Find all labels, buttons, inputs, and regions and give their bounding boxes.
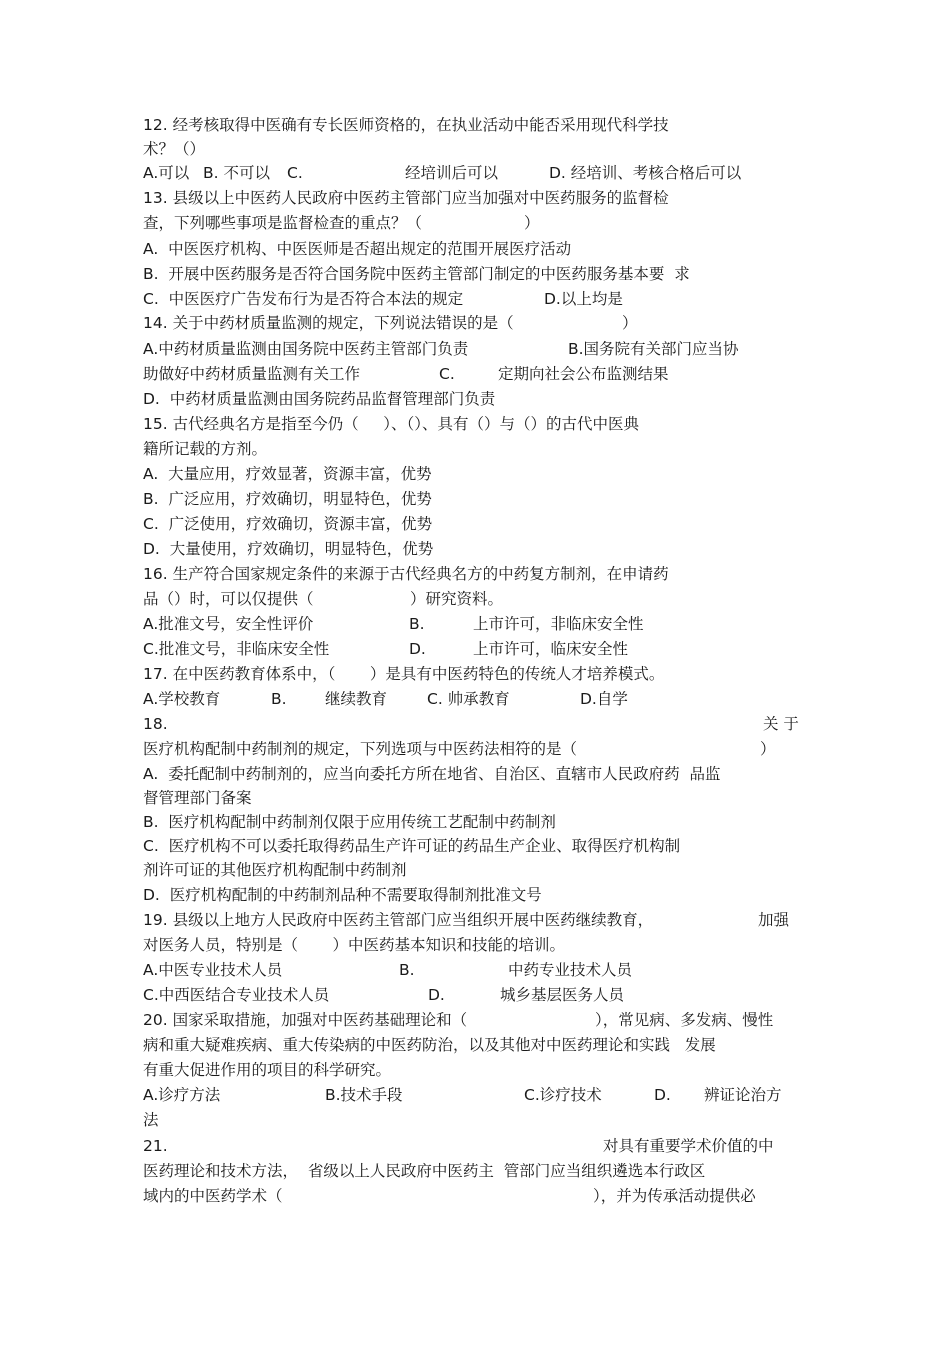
q12-option-b: B. 不可以 [203,164,270,182]
q16-option-c: C.批准文号，非临床安全性 [143,640,330,658]
q18-stem-bracket: ） [760,740,776,758]
q19-option-c: C.中西医结合专业技术人员 [143,986,330,1004]
q16-stem-text: 品（）时，可以仅提供（ [143,590,314,608]
q18-stem-line2 [143,737,803,761]
q12-stem-line1: 12. 经考核取得中医确有专长医师资格的，在执业活动中能否采用现代科学技 [143,116,669,134]
q20-option-d-text: 辨证论治方 [704,1086,782,1104]
q20-stem-tail: ），常见病、多发病、慢性 [595,1011,774,1029]
q20-stem-line3: 有重大促进作用的项目的科学研究。 [143,1061,392,1079]
q18-option-c-line1: C. 医疗机构不可以委托取得药品生产许可证的药品生产企业、取得医疗机构制 [143,837,681,855]
q17-stem: 17. 在中医药教育体系中，（ ）是具有中医药特色的传统人才培养模式。 [143,665,665,683]
q17-options [143,687,803,711]
q21-stem-tail: ），并为传承活动提供必 [593,1187,756,1205]
q20-options [143,1083,803,1107]
q15-stem-line1: 15. 古代经典名方是指至今仍（ ）、（）、具有（）与（）的古代中医典 [143,415,639,433]
q17-option-d: D.自学 [580,690,628,708]
q18-stem-line1 [143,712,803,736]
q12-option-a: A.可以 [143,164,190,182]
q16-options-cd [143,637,803,661]
q19-option-d-label: D. [428,986,445,1004]
q17-option-b-text: 继续教育 [325,690,388,708]
q13-stem-line2 [143,211,803,235]
q14-options-bc [143,362,803,386]
q19-stem-line2: 对医务人员，特别是（ ）中医药基本知识和技能的培训。 [143,936,565,954]
q13-stem-line1: 13. 县级以上中医药人民政府中医药主管部门应当加强对中医药服务的监督检 [143,189,669,207]
q19-options-ab [143,958,803,982]
q15-option-d: D. 大量使用，疗效确切，明显特色，优势 [143,540,434,558]
q13-option-d: D.以上均是 [544,290,623,308]
q18-option-a-line2: 督管理部门备案 [143,789,252,807]
q20-stem-text: 20. 国家采取措施，加强对中医药基础理论和（ [143,1011,468,1029]
q14-option-c-label: C. [439,365,455,383]
q12-options [143,161,803,185]
q20-stem-line2: 病和重大疑难疾病、重大传染病的中医药防治，以及其他对中医药理论和实践 发展 [143,1036,716,1054]
q18-option-c-line2: 剂许可证的其他医疗机构配制中药制剂 [143,861,407,879]
q19-stem-text: 19. 县级以上地方人民政府中医药主管部门应当组织开展中医药继续教育， [143,911,654,929]
q20-option-b: B.技术手段 [325,1086,403,1104]
q21-stem-text: 域内的中医药学术（ [143,1187,283,1205]
q13-option-b: B. 开展中医药服务是否符合国务院中医药主管部门制定的中医药服务基本要 求 [143,265,690,283]
q15-stem-line2: 籍所记载的方剂。 [143,440,268,458]
q14-option-b-line2: 助做好中药材质量监测有关工作 [143,365,361,383]
q13-options-cd [143,287,803,311]
q14-stem-text: 14. 关于中药材质量监测的规定，下列说法错误的是（ [143,314,514,332]
q20-option-c: C.诊疗技术 [524,1086,602,1104]
q14-option-b-line1: B.国务院有关部门应当协 [568,340,739,358]
q19-option-a: A.中医专业技术人员 [143,961,283,979]
q16-option-b-text: 上市许可，非临床安全性 [473,615,644,633]
q13-stem-text: 查，下列哪些事项是监督检查的重点？（ [143,214,423,232]
q14-option-c-text: 定期向社会公布监测结果 [498,365,669,383]
q20-option-d-continuation: 法 [143,1111,159,1129]
q16-option-d-text: 上市许可，临床安全性 [473,640,629,658]
q12-option-d: D. 经培训、考核合格后可以 [549,164,742,182]
q21-number: 21. [143,1137,168,1155]
q20-option-d-label: D. [654,1086,671,1104]
q20-option-a: A.诊疗方法 [143,1086,221,1104]
q12-option-c-text: 经培训后可以 [405,164,499,182]
q16-option-b-label: B. [409,615,425,633]
q15-option-c: C. 广泛使用，疗效确切，资源丰富，优势 [143,515,433,533]
q19-option-b-label: B. [399,961,415,979]
q21-stem-start: 对具有重要学术价值的中 [603,1137,774,1155]
q14-stem [143,311,803,335]
q14-stem-bracket: ） [622,314,638,332]
q19-option-b-text: 中药专业技术人员 [508,961,633,979]
q12-option-c-label: C. [287,164,303,182]
q17-option-b-label: B. [271,690,287,708]
q13-option-c: C. 中医医疗广告发布行为是否符合本法的规定 [143,290,464,308]
q18-stem-text: 医疗机构配制中药制剂的规定，下列选项与中医药法相符的是（ [143,740,578,758]
q18-option-d: D. 医疗机构配制的中药制剂品种不需要取得制剂批准文号 [143,886,542,904]
q15-option-a: A. 大量应用，疗效显著，资源丰富，优势 [143,465,432,483]
q13-option-a: A. 中医医疗机构、中医医师是否超出规定的范围开展医疗活动 [143,240,572,258]
q19-stem-line1 [143,908,803,932]
q19-stem-tail: 加强 [758,911,790,929]
q14-option-a: A.中药材质量监测由国务院中医药主管部门负责 [143,340,469,358]
q18-stem-start: 关 于 [763,715,799,733]
q17-option-c: C. 帅承教育 [427,690,510,708]
q16-stem-tail: ）研究资料。 [410,590,504,608]
q19-options-cd [143,983,803,1007]
q17-option-a: A.学校教育 [143,690,221,708]
q16-options-ab [143,612,803,636]
q16-option-d-label: D. [409,640,426,658]
q19-option-d-text: 城乡基层医务人员 [500,986,625,1004]
q18-number: 18. [143,715,168,733]
q20-stem-line1 [143,1008,803,1032]
q21-stem-line1 [143,1134,803,1158]
q18-option-a-line1: A. 委托配制中药制剂的，应当向委托方所在地省、自治区、直辖市人民政府药 品监 [143,765,721,783]
q21-stem-line2: 医药理论和技术方法， 省级以上人民政府中医药主 管部门应当组织遴选本行政区 [143,1162,706,1180]
q13-stem-bracket: ） [524,214,540,232]
q16-stem-line1: 16. 生产符合国家规定条件的来源于古代经典名方的中药复方制剂，在申请药 [143,565,669,583]
q14-options-ab [143,337,803,361]
q16-option-a: A.批准文号，安全性评价 [143,615,314,633]
q15-option-b: B. 广泛应用，疗效确切，明显特色，优势 [143,490,432,508]
q16-stem-line2 [143,587,803,611]
q14-option-d: D. 中药材质量监测由国务院药品监督管理部门负责 [143,390,496,408]
q12-stem-line2: 术？（） [143,140,206,158]
q18-option-b: B. 医疗机构配制中药制剂仅限于应用传统工艺配制中药制剂 [143,813,556,831]
q21-stem-line3 [143,1184,803,1208]
